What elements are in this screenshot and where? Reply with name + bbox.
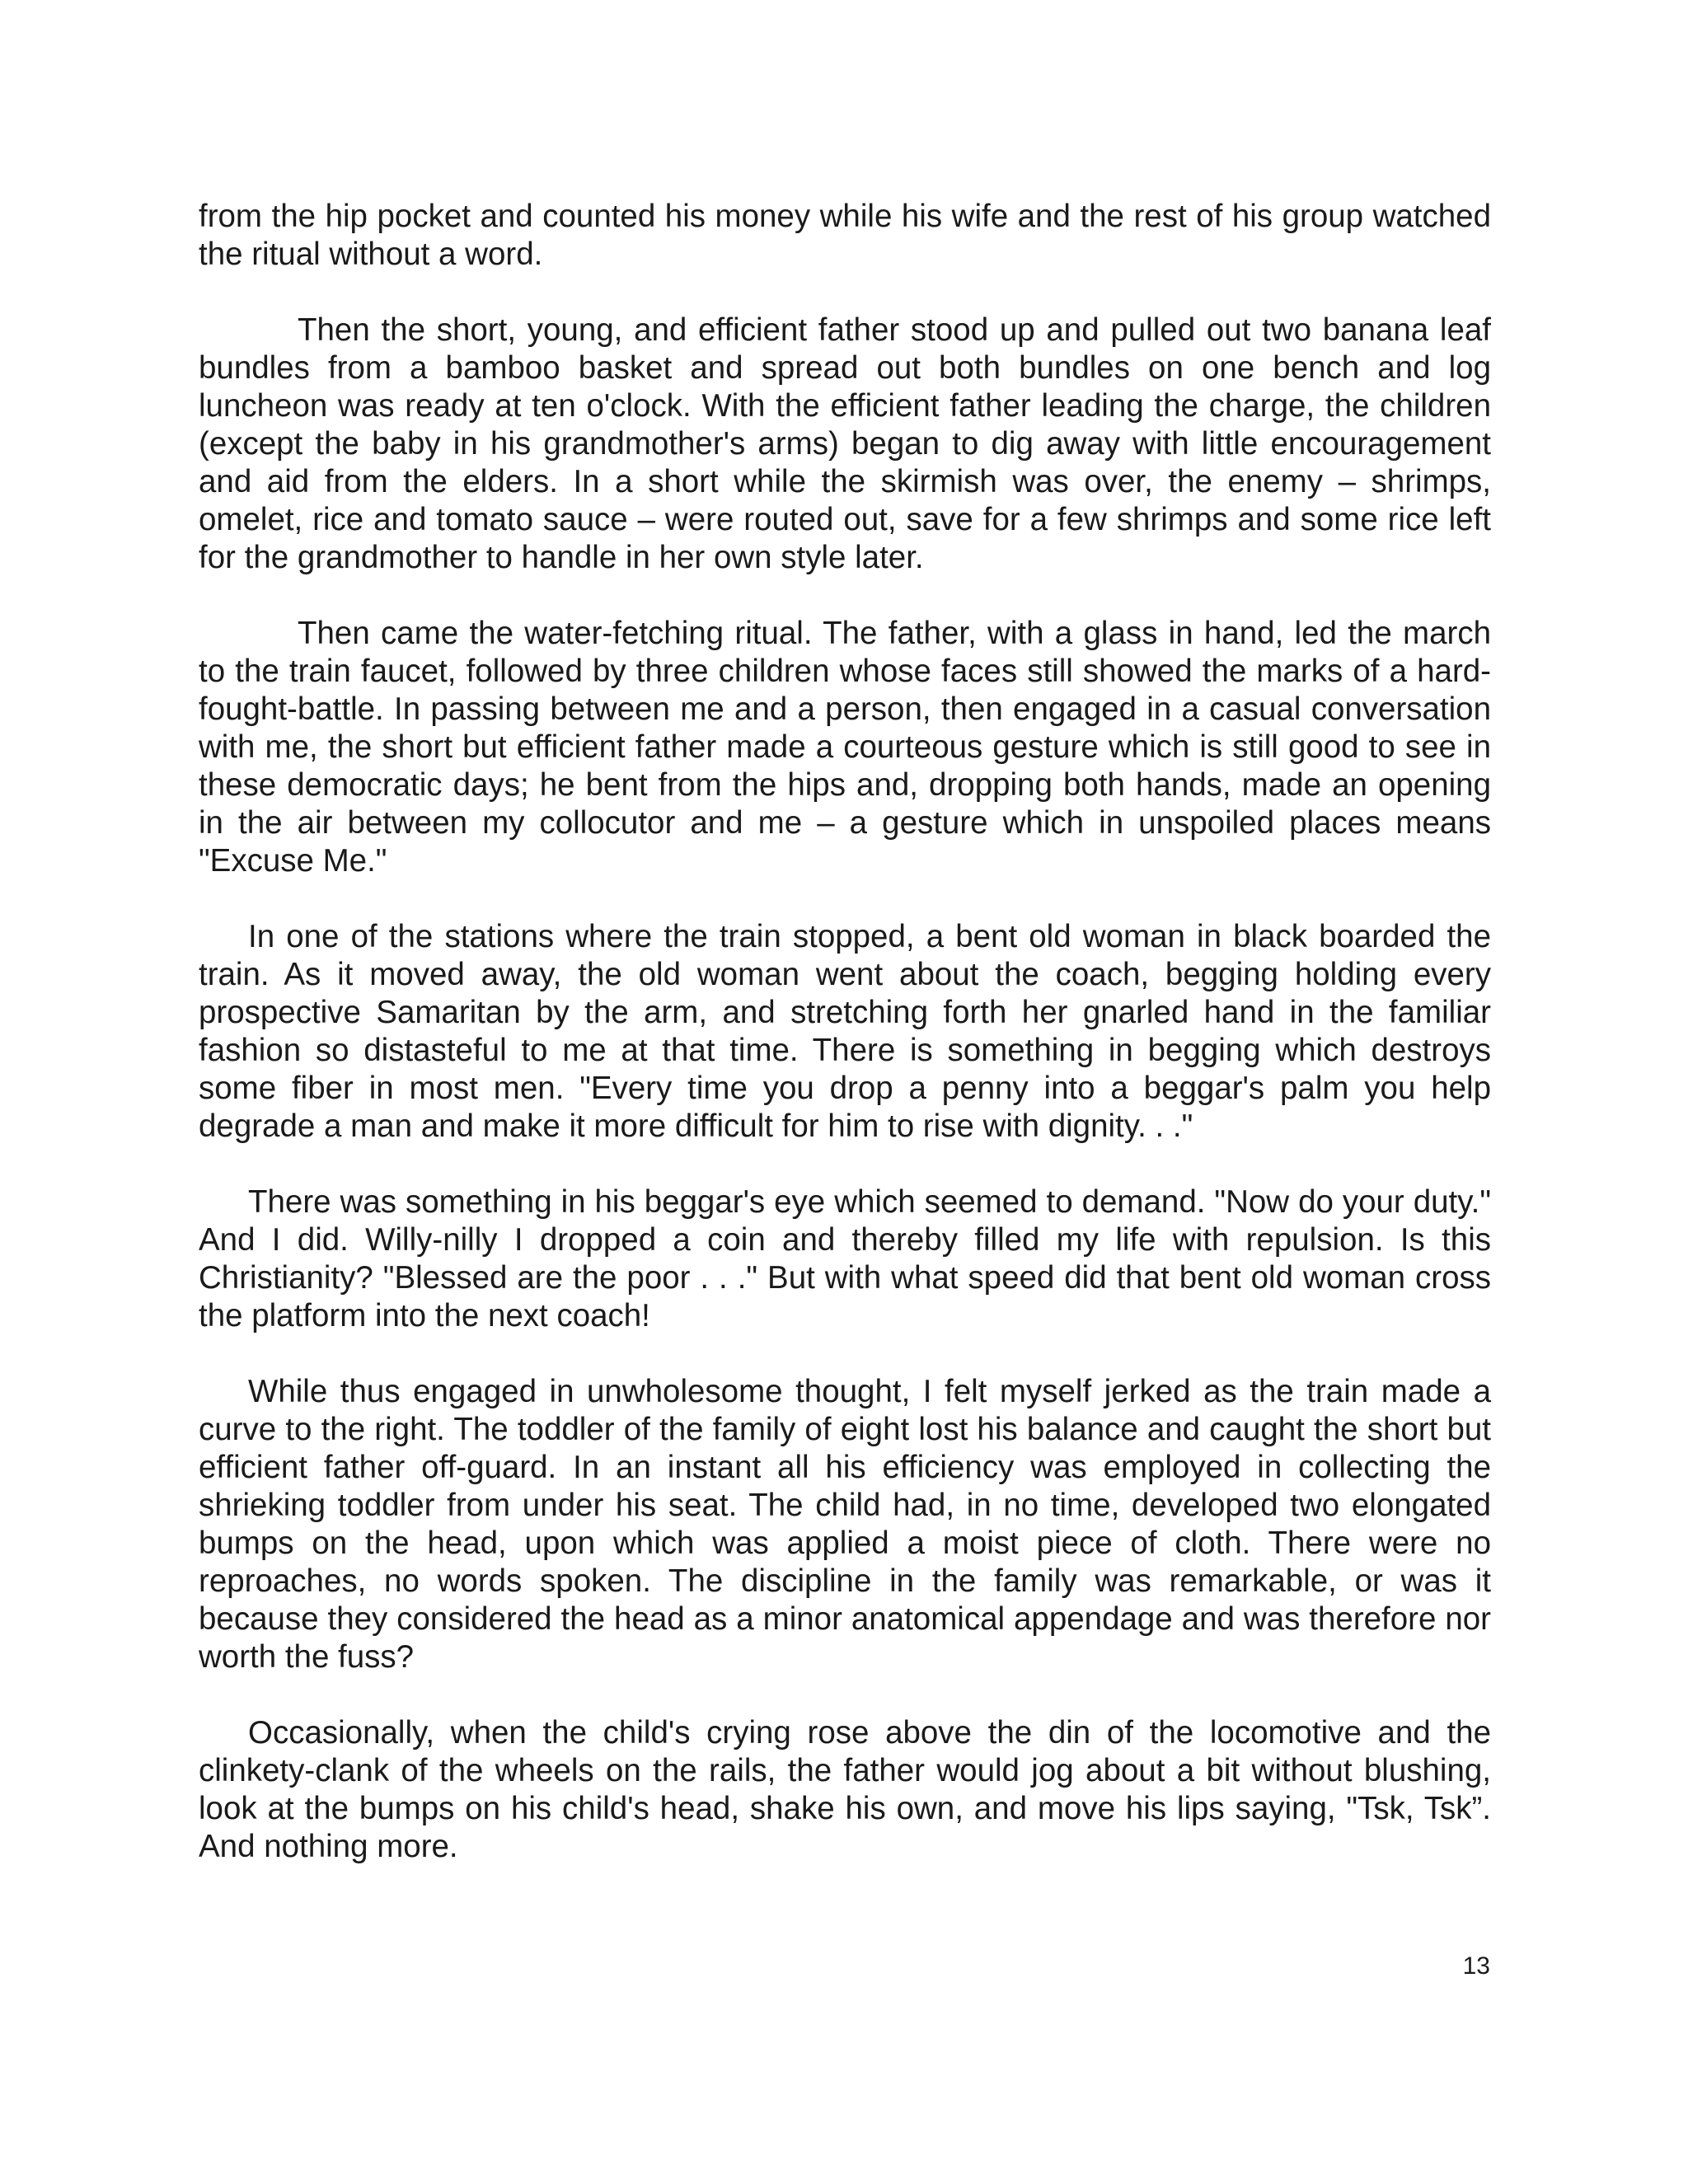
paragraph-continued: from the hip pocket and counted his money while his wife and the rest of his group watched the ritual without a word. [199,199,1491,272]
paragraph-beggar-eye: There was something in his beggar's eye which seemed to demand. "Now do your duty." And I did. Willy-nilly I dropped a coin and thereby filled my life with repulsion. Is this Christianity? "Blessed are the poor . . ." But with what speed did that bent old woman cross the platform into the next coach! [199,1184,1491,1333]
paragraph-old-woman: In one of the stations where the train stopped, a bent old woman in black boarded the train. As it moved away, the old woman went about the coach, begging holding every prospective Samaritan by the arm, and stretching forth her gnarled hand in the familiar fashion so distasteful to me at that time. There is something in begging which destroys some fiber in most men. "Every time you drop a penny into a beggar's palm you help degrade a man and make it more difficult for him to rise with dignity. . ." [199,919,1491,1144]
paragraph-tsk: Occasionally, when the child's crying rose above the din of the locomotive and the clinkety-clank of the wheels on the rails, the father would jog about a bit without blushing, look at the bumps on his child's head, shake his own, and move his lips saying, "Tsk, Tsk”. And nothing more. [199,1715,1491,1864]
paragraph-luncheon: Then the short, young, and efficient father stood up and pulled out two banana leaf bundles from a bamboo basket and spread out both bundles on one bench and log luncheon was ready at ten o'clock. With the efficient father leading the charge, the children (except the baby in his grandmother's arms) began to dig away with little encouragement and aid from the elders. In a short while the skirmish was over, the enemy – shrimps, omelet, rice and tomato sauce – were routed out, save for a few shrimps and some rice left for the grandmother to handle in her own style later. [199,312,1491,575]
paragraph-toddler: While thus engaged in unwholesome thought, I felt myself jerked as the train made a curve to the right. The toddler of the family of eight lost his balance and caught the short but efficient father off-guard. In an instant all his efficiency was employed in collecting the shrieking toddler from under his seat. The child had, in no time, developed two elongated bumps on the head, upon which was applied a moist piece of cloth. There were no reproaches, no words spoken. The discipline in the family was remarkable, or was it because they considered the head as a minor anatomical appendage and was therefore nor worth the fuss? [199,1374,1491,1675]
paragraph-water-ritual: Then came the water-fetching ritual. The father, with a glass in hand, led the march to the train faucet, followed by three children whose faces still showed the marks of a hard-fought-battle. In passing between me and a person, then engaged in a casual conversation with me, the short but efficient father made a courteous gesture which is still good to see in these democratic days; he bent from the hips and, dropping both hands, made an opening in the air between my collocutor and me – a gesture which in unspoiled places means "Excuse Me." [199,616,1491,879]
body-text [199,198,1491,1866]
page-number: 13 [1462,1952,1490,1980]
